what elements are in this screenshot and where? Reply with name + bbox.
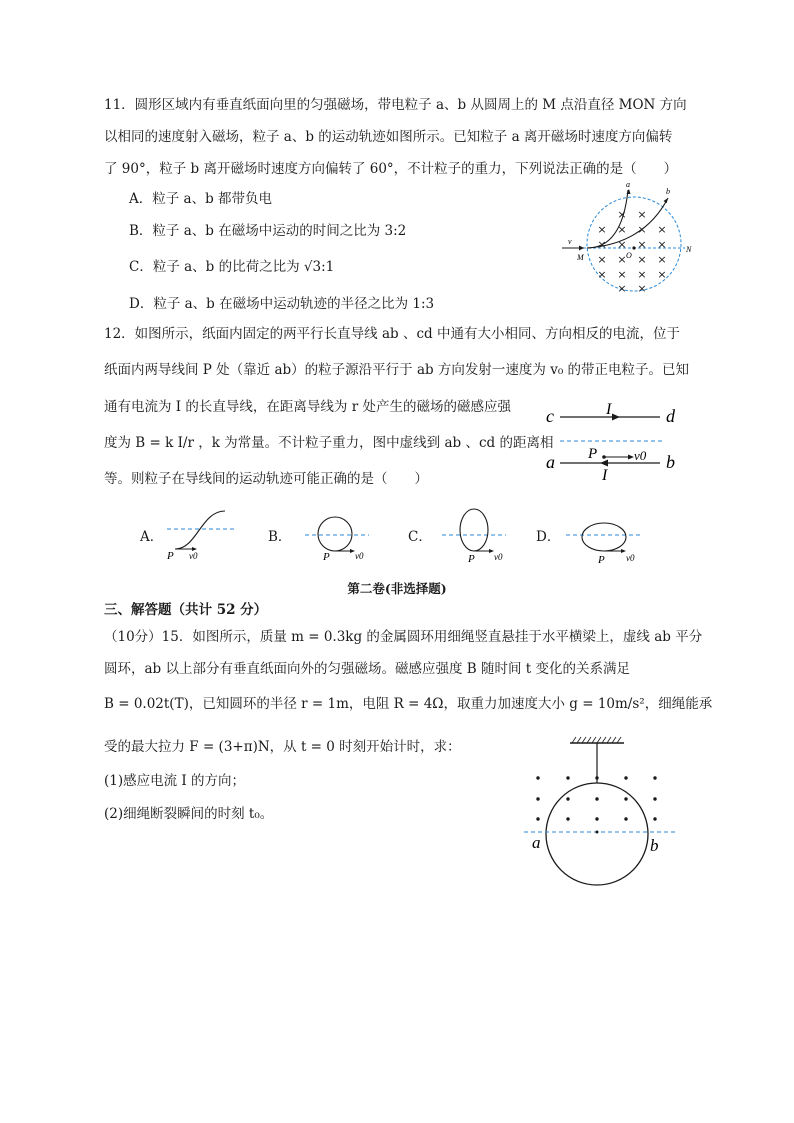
q11-cross-marks — [597, 208, 666, 295]
q15-line2: 圆环，ab 以上部分有垂直纸面向外的匀强磁场。磁感应强度 B 随时间 t 变化的关系满足 — [104, 661, 630, 677]
q12-line2: 纸面内两导线间 P 处（靠近 ab）的粒子源沿平行于 ab 方向发射一速度为 v₀ 的带正电粒子。已知 — [104, 362, 690, 378]
q12-option-c-label: C． — [408, 529, 432, 545]
q15-sub2: (2)细绳断裂瞬间的时刻 t₀。 — [104, 806, 274, 822]
svg-text:v0: v0 — [355, 551, 364, 561]
section3-title: 三、解答题（共计 52 分） — [104, 602, 268, 618]
svg-text:v0: v0 — [494, 552, 503, 562]
svg-text:×: × — [597, 268, 607, 281]
q11-label-b: b — [666, 187, 670, 196]
q12-option-b-figure — [295, 505, 375, 565]
q15-line3: B = 0.02t(T)，已知圆环的半径 r = 1m，电阻 R = 4Ω，取重力加速度大小 g = 10m/s²，细绳能承 — [104, 696, 713, 712]
svg-text:×: × — [637, 268, 647, 281]
q12-option-d-label: D． — [536, 529, 561, 545]
q12-label-P: P — [588, 446, 598, 462]
svg-text:×: × — [617, 208, 627, 221]
q12-label-I-top: I — [606, 401, 612, 418]
svg-text:×: × — [637, 282, 647, 295]
svg-text:×: × — [637, 223, 647, 236]
svg-text:×: × — [637, 208, 647, 221]
svg-text:×: × — [637, 253, 647, 266]
svg-text:×: × — [617, 223, 627, 236]
svg-text:×: × — [617, 253, 627, 266]
svg-text:P: P — [323, 551, 330, 563]
q11-option-c: C．粒子 a、b 的比荷之比为 √3:1 — [129, 259, 335, 275]
q12-label-c: c — [546, 406, 554, 426]
svg-text:×: × — [617, 268, 627, 281]
q12-option-a-figure — [163, 505, 243, 565]
q11-label-v: v — [568, 237, 572, 246]
q15-line4: 受的最大拉力 F = (3+π)N，从 t = 0 时刻开始计时，求： — [104, 739, 461, 755]
q12-label-v0: v0 — [634, 448, 647, 463]
q12-option-d-figure — [560, 505, 650, 565]
q15-sub1: (1)感应电流 I 的方向； — [104, 773, 246, 789]
q11-option-b: B．粒子 a、b 在磁场中运动的时间之比为 3:2 — [129, 223, 407, 239]
svg-text:×: × — [597, 238, 607, 251]
svg-text:×: × — [657, 268, 667, 281]
svg-text:×: × — [657, 223, 667, 236]
q12-line1: 12．如图所示，纸面内固定的两平行长直导线 ab 、cd 中通有大小相同、方向相反的电流，位于 — [104, 326, 680, 342]
svg-text:P: P — [167, 550, 174, 562]
svg-text:v0: v0 — [189, 551, 198, 561]
svg-text:v0: v0 — [626, 553, 635, 563]
q11-option-a: A．粒子 a、b 都带负电 — [129, 191, 273, 207]
q11-label-O: O — [626, 251, 632, 260]
svg-text:×: × — [597, 253, 607, 266]
q12-wires-figure — [540, 400, 690, 484]
q11-center-dot — [632, 246, 635, 249]
svg-text:P: P — [468, 553, 475, 565]
q11-line2: 以相同的速度射入磁场，粒子 a、b 的运动轨迹如图所示。已知粒子 a 离开磁场时速度方向偏转 — [104, 129, 673, 145]
svg-text:×: × — [657, 238, 667, 251]
q12-label-d: d — [666, 406, 675, 426]
q12-label-I-bottom: I — [602, 467, 608, 484]
section2-title: 第二卷(非选择题) — [347, 581, 447, 596]
q11-label-M: M — [577, 253, 584, 262]
svg-text:×: × — [617, 238, 627, 251]
q15-line1: （10分）15．如图所示，质量 m = 0.3kg 的金属圆环用细绳竖直悬挂于水平横梁上，虚线 ab 平分 — [104, 629, 703, 645]
q15-label-b: b — [650, 836, 659, 855]
q12-option-b-label: B． — [268, 529, 292, 545]
q11-line1: 11．圆形区域内有垂直纸面向里的匀强磁场，带电粒子 a、b 从圆周上的 M 点沿直径 MON 方向 — [104, 97, 687, 113]
q11-line3: 了 90°，粒子 b 离开磁场时速度方向偏转了 60°，不计粒子的重力，下列说法正确的是（ ） — [104, 161, 678, 177]
q15-ring-figure — [520, 735, 690, 890]
q11-label-N: N — [686, 245, 692, 254]
q12-label-b: b — [666, 452, 675, 472]
svg-text:×: × — [657, 253, 667, 266]
q12-line5: 等。则粒子在导线间的运动轨迹可能正确的是（ ） — [104, 471, 428, 487]
q11-figure — [560, 180, 700, 305]
svg-text:×: × — [597, 223, 607, 236]
q12-line4: 度为 B = k I/r ，k 为常量。不计粒子重力，图中虚线到 ab 、cd 的距离相 — [104, 435, 554, 451]
svg-text:P: P — [598, 554, 605, 566]
q11-label-a: a — [626, 180, 630, 189]
q12-line3: 通有电流为 I 的长直导线，在距离导线为 r 处产生的磁场的磁感应强 — [104, 399, 511, 415]
q12-option-a-label: A． — [140, 529, 164, 545]
q12-option-c-figure — [432, 505, 512, 565]
svg-text:×: × — [637, 238, 647, 251]
q15-label-a: a — [532, 833, 541, 852]
q12-label-a: a — [546, 452, 555, 472]
svg-text:×: × — [617, 282, 627, 295]
q11-option-d: D．粒子 a、b 在磁场中运动轨迹的半径之比为 1:3 — [129, 296, 435, 312]
